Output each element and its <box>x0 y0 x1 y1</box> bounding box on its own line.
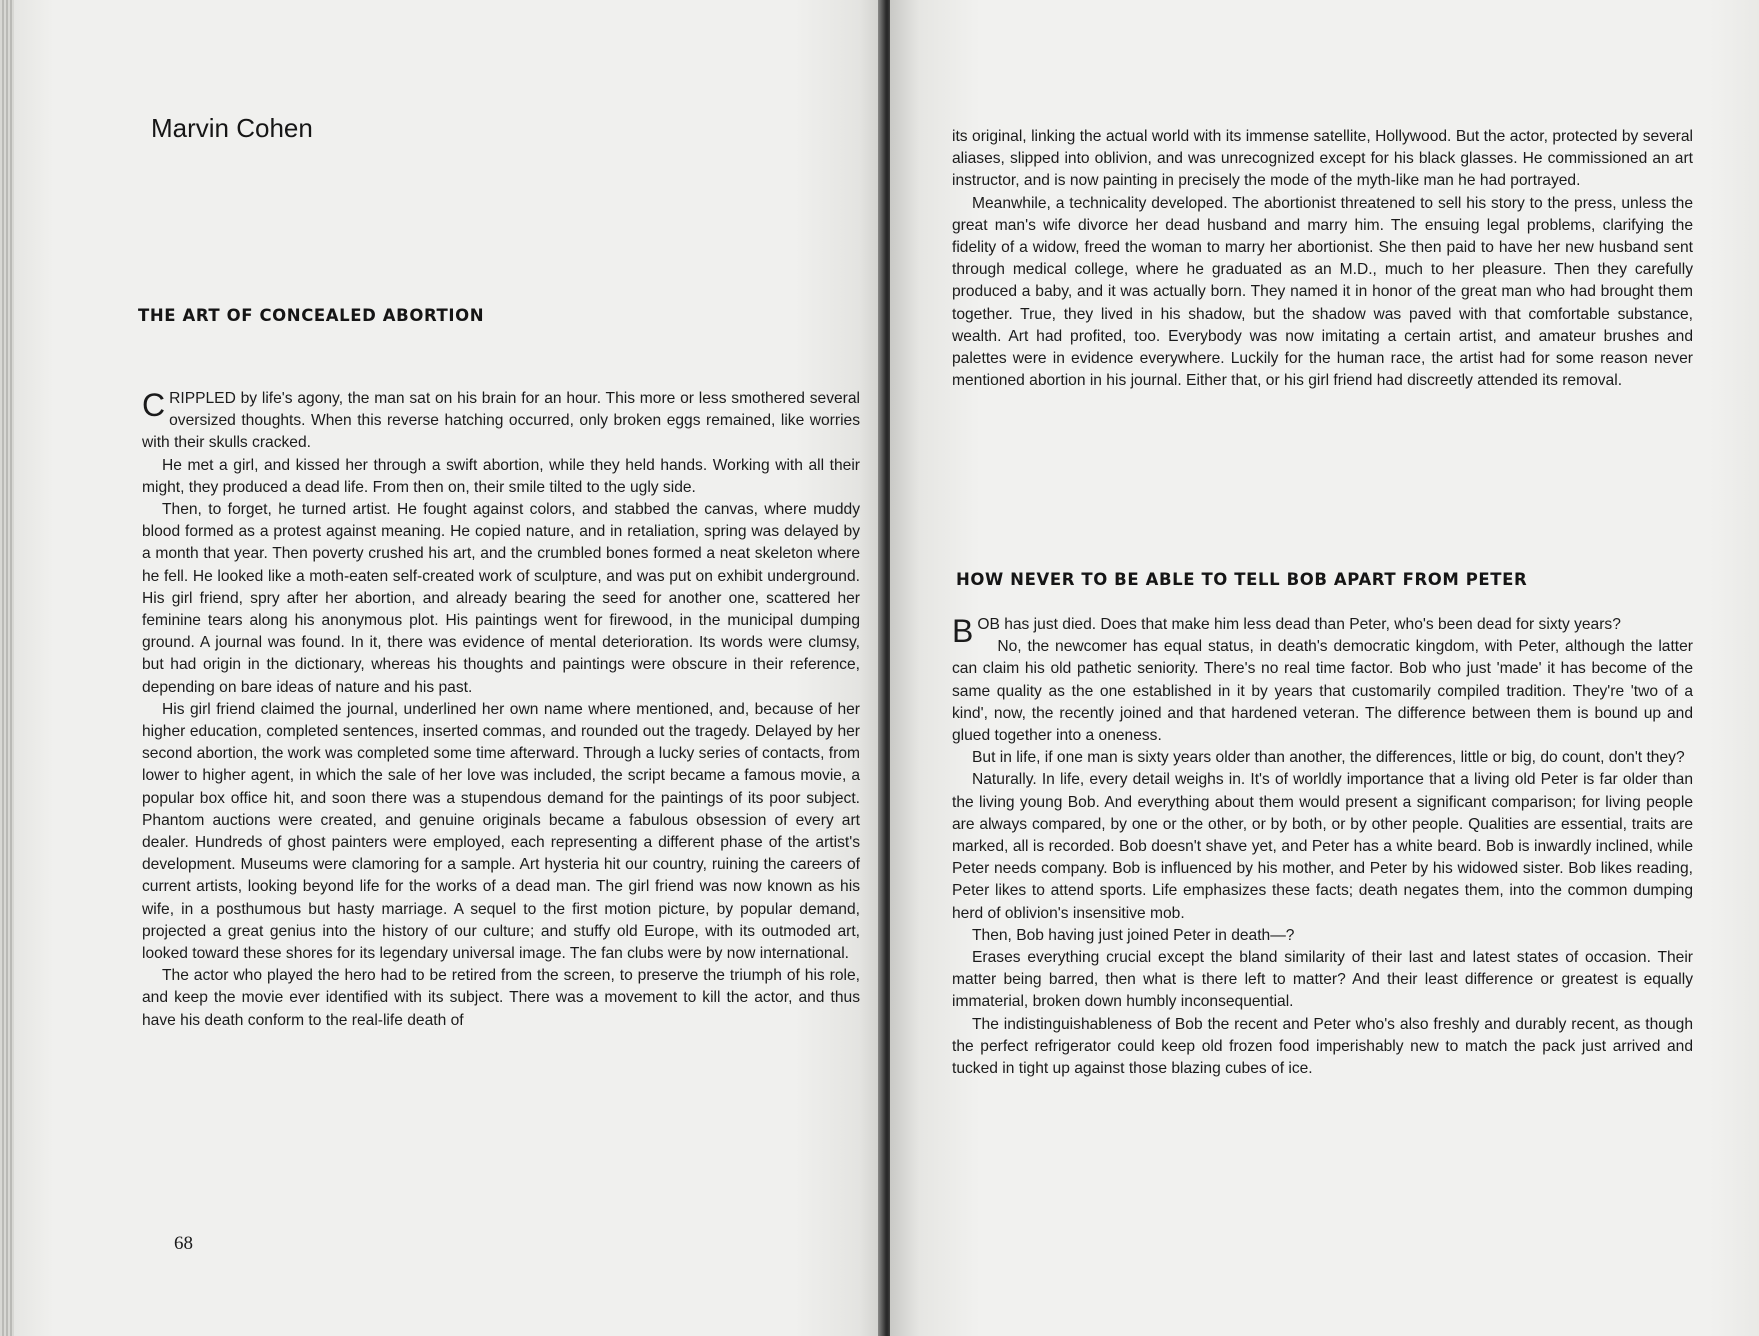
paragraph: BOB has just died. Does that make him less dead than Peter, who's been dead for sixty years? <box>952 613 1621 649</box>
dropcap: B <box>952 613 974 649</box>
right-article-body <box>952 614 1693 1080</box>
right-continuation-body <box>952 126 1693 392</box>
paragraph: Then, to forget, he turned artist. He fought against colors, and stabbed the canvas, where muddy blood formed as a protest against meaning. He copied nature, and in retaliation, spring was delayed by a month that year. Then poverty crushed his art, and the crumbled bones formed a neat skeleton where he fell. He looked like a moth-eaten self-created work of sculpture, and was put on exhibit underground. His girl friend, spry after her abortion, and already bearing the seed for another one, scattered her feminine tears along his anonymous plot. His paintings went for firewood, in the municipal dumping ground. A journal was found. In it, there was evidence of mental deterioration. Its words were clumsy, but had origin in the dictionary, whereas his thoughts and paintings were obscure in their reference, depending on bare ideas of nature and his past. <box>142 501 860 696</box>
right-page <box>890 0 1759 1336</box>
paragraph: The actor who played the hero had to be retired from the screen, to preserve the triumph of his role, and keep the movie ever identified with its subject. There was a movement to kill the actor, and thus have his death conform to the real-life death of <box>142 967 860 1029</box>
paragraph: CRIPPLED by life's agony, the man sat on his brain for an hour. This more or less smothered several oversized thoughts. When this reverse hatching occurred, only broken eggs remained, like worries with their skulls cracked. <box>142 387 860 452</box>
paragraph: He met a girl, and kissed her through a swift abortion, while they held hands. Working with all their might, they produced a dead life. From then on, their smile tilted to the ugly side. <box>142 456 860 496</box>
paragraph: Then, Bob having just joined Peter in death—? <box>972 926 1295 944</box>
paragraph: Meanwhile, a technicality developed. The abortionist threatened to sell his story to the press, unless the great man's wife divorce her dead husband and marry him. The ensuing legal problems, clarifying the fidelity of a widow, freed the woman to marry her abortionist. She then paid to have her new husband sent through medical college, where he graduated as an M.D., much to her pleasure. Then they carefully produced a baby, and it was actually born. They named it in honor of the great man who had brought them together. True, they lived in his shadow, but the shadow was paved with that comfortable substance, wealth. Art had profited, too. Everybody was now imitating a certain artist, and amateur brushes and palettes were in evidence everywhere. Luckily for the human race, the artist had for some reason never mentioned abortion in his journal. Either that, or his girl friend had discreetly attended its removal. <box>952 194 1693 390</box>
dropcap: C <box>142 387 166 423</box>
section-title-right: HOW NEVER TO BE ABLE TO TELL BOB APART FROM PETER <box>956 570 1528 589</box>
paragraph: The indistinguishableness of Bob the recent and Peter who's also freshly and durably recent, as though the perfect refrigerator could keep old frozen food imperishably new to match the pack just arrived and tucked in tight up against those blazing cubes of ice. <box>952 1015 1693 1078</box>
left-page <box>14 0 884 1336</box>
paragraph: Erases everything crucial except the bland similarity of their last and latest states of occasion. Their matter being barred, then what is there left to matter? And their least difference or greatest is equally immaterial, broken down humbly inconsequential. <box>952 949 1693 1011</box>
paragraph: Naturally. In life, every detail weighs in. It's of worldly importance that a living old Peter is far older than the living young Bob. And everything about them would present a significant comparison; for living people are always compared, by one or the other, or by both, or by other people. Qualities are essential, traits are marked, all is recorded. Bob doesn't shave yet, and Peter has a white beard. Bob is inwardly inclined, while Peter needs company. Bob is influenced by his mother, and Peter by his widowed sister. Bob likes reading, Peter likes to attend sports. Life emphasizes these facts; death negates them, into the common dumping herd of oblivion's insensitive mob. <box>952 771 1693 922</box>
paragraph: its original, linking the actual world with its immense satellite, Hollywood. But the actor, protected by several aliases, slipped into oblivion, and was unrecognized except for his black glasses. He commissioned an art instructor, and is now painting in precisely the mode of the myth-like man he had portrayed. <box>952 128 1693 190</box>
author-name: Marvin Cohen <box>151 113 313 143</box>
paragraph: But in life, if one man is sixty years older than another, the differences, little or big, do count, don't they? <box>972 749 1685 767</box>
page-number: 68 <box>174 1233 193 1254</box>
paragraph: His girl friend claimed the journal, underlined her own name where mentioned, and, because of her higher education, completed sentences, inserted commas, and rounded out the tragedy. Delayed by her second abortion, the work was completed some time afterward. Through a lucky series of contacts, from lower to higher agent, in which the sale of her love was included, the script became a famous movie, a popular box office hit, and soon there was a stupendous demand for the paintings of its poor subject. Phantom auctions were created, and genuine originals became a fabulous obsession of every art dealer. Hundreds of ghost painters were employed, each representing a different phase of the artist's development. Museums were clamoring for a sample. Art hysteria hit our country, ruining the careers of current artists, looking beyond life for the works of a dead man. The girl friend was now known as his wife, in a posthumous but hasty marriage. A sequel to the first motion picture, by popular demand, projected a great genius into the history of our culture; and stuffy old Europe, with its outmoded art, looked toward these shores for its legendary universal image. The fan clubs were by now international. <box>142 700 860 963</box>
section-title-left: THE ART OF CONCEALED ABORTION <box>138 306 485 325</box>
left-article-body <box>142 388 860 1032</box>
paragraph: No, the newcomer has equal status, in death's democratic kingdom, with Peter, although the latter can claim his old pathetic seniority. There's no real time factor. Bob who just 'made' it has become of the same quality as the one established in it by years that customarily compiled tradition. They're 'two of a kind', now, the recently joined and that hardened veteran. The difference between them is bound up and glued together into a oneness. <box>952 638 1693 745</box>
